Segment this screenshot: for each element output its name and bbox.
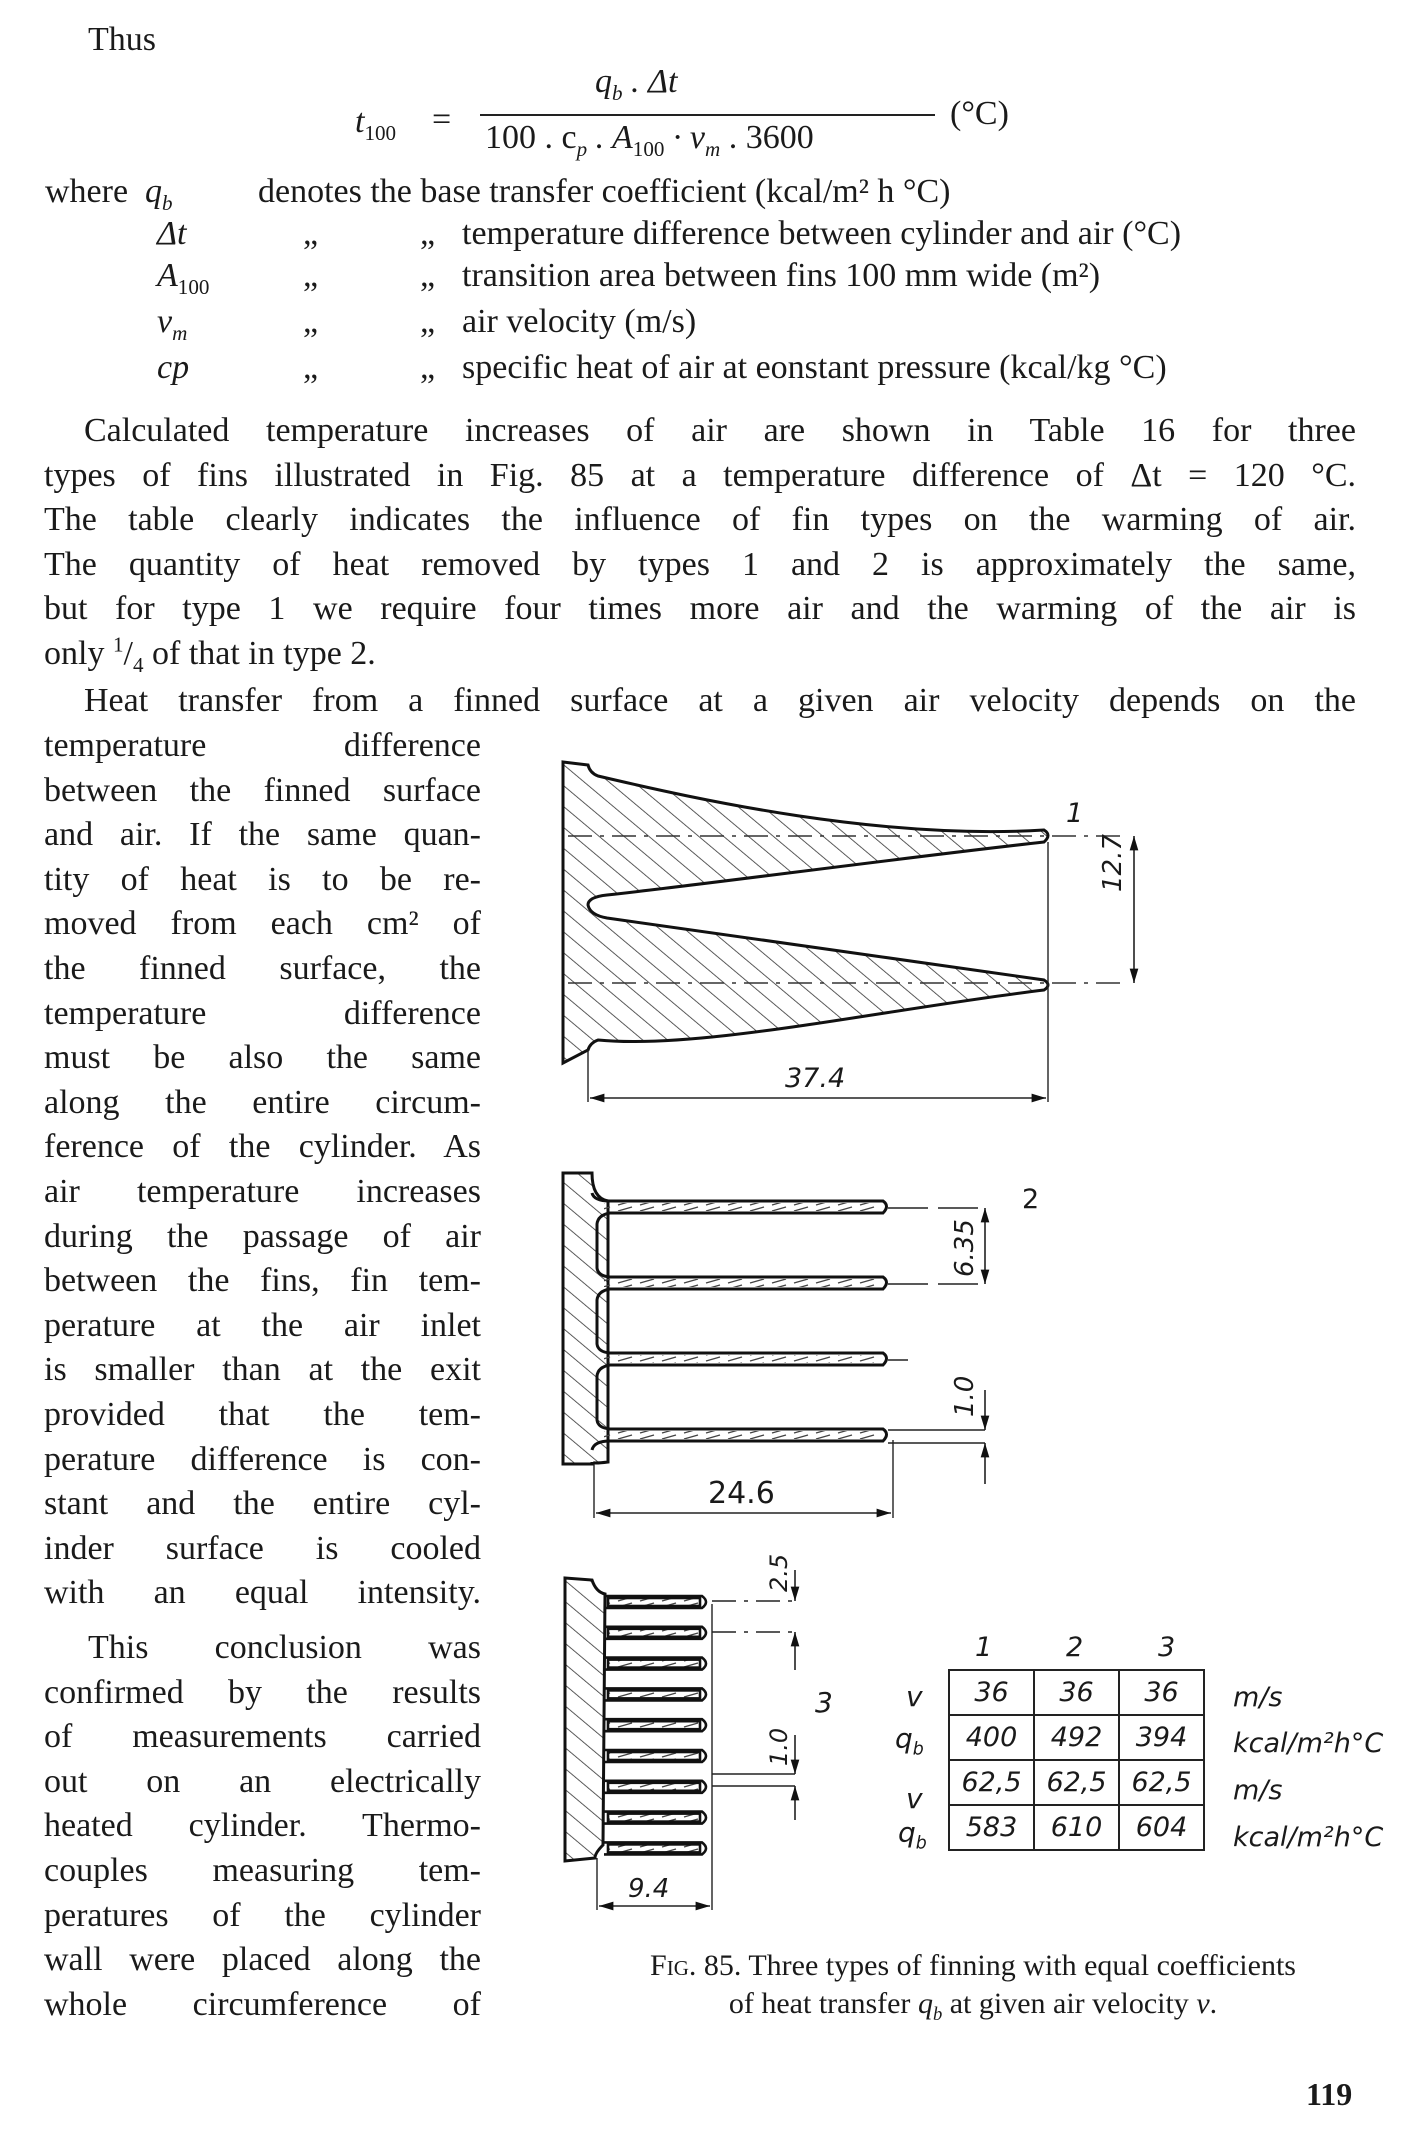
intro-text: Thus [88, 21, 156, 58]
paragraph-line: couples measuring tem- [44, 1851, 481, 1889]
fin-type-1-profile [563, 762, 1048, 1063]
paragraph-line: but for type 1 we require four times more air and the warming of the air is [44, 590, 1356, 628]
paragraph-2-first-line: Heat transfer from a finned surface at a given air velocity depends on the [84, 682, 1356, 719]
paragraph-line: along the entire circum- [44, 1083, 481, 1121]
table-cell: 36 [949, 1670, 1034, 1715]
fin-type-3-thickness: 1.0 [765, 1727, 793, 1766]
paragraph-line: must be also the same [44, 1039, 481, 1077]
fin-hatch [608, 1752, 700, 1760]
paragraph-line: stant and the entire cyl- [44, 1485, 481, 1523]
fin-type-2-length: 24.6 [708, 1476, 775, 1511]
figure-caption [558, 1947, 1388, 2023]
paragraph-line: temperature difference [44, 994, 481, 1032]
fin-type-2-label: 2 [1022, 1184, 1040, 1215]
paragraph-line: provided that the tem- [44, 1395, 481, 1433]
table-cell: 62,5 [949, 1760, 1034, 1805]
definitions-lead: where [45, 173, 129, 210]
paragraph-line: perature at the air inlet [44, 1306, 481, 1344]
paragraph-line: air temperature increases [44, 1172, 481, 1210]
table-cell: 36 [1119, 1670, 1204, 1715]
paragraph-line: perature difference is con- [44, 1440, 481, 1478]
fin-hatch [608, 1629, 700, 1637]
paragraph-line: whole circumference of [44, 1985, 481, 2023]
paragraph-line: wall were placed along the [44, 1941, 481, 1979]
paragraph-line: temperature difference [44, 727, 481, 764]
table-column-header: 3 [1158, 1632, 1176, 1663]
table-cell: 583 [949, 1805, 1034, 1850]
paragraph-line: is smaller than at the exit [44, 1351, 481, 1389]
table-cell: 62,5 [1119, 1760, 1204, 1805]
fin-type-1-label: 1 [1066, 798, 1084, 829]
formula-denominator: 100 . $c_p$ . $A_{100} \cdot v_m$ . 3600 [485, 119, 814, 161]
fin-type-1-pitch: 12.7 [1098, 834, 1128, 892]
paragraph-line: only $^1/_4$ of that in type 2. [44, 632, 376, 677]
fin-type-1 [563, 762, 1134, 1102]
paragraph-line: inder surface is cooled [44, 1529, 481, 1567]
fin-type-3-pitch: 2.5 [765, 1553, 793, 1592]
table-row-unit: m/s [1233, 1775, 1283, 1806]
fin-type-3-base [565, 1578, 605, 1861]
fin-type-2-pitch: 6.35 [950, 1219, 980, 1277]
table-cell: 604 [1119, 1805, 1204, 1850]
page-number: 119 [1306, 2076, 1353, 2112]
table-row-label: $q_b$ [895, 1722, 924, 1760]
table-row [949, 1760, 1204, 1805]
table-row-label: v [906, 1680, 923, 1713]
fin-hatch [608, 1844, 700, 1852]
table-row-label: v [906, 1782, 923, 1815]
table-row [949, 1805, 1204, 1850]
fin-hatch [608, 1783, 700, 1791]
fin-type-2-thickness: 1.0 [950, 1375, 980, 1417]
table-cell: 610 [1034, 1805, 1119, 1850]
caption-line-2: of heat transfer $q_b$ at given air velocity v. [728, 1987, 1218, 2025]
table-cell: 394 [1119, 1715, 1204, 1760]
paragraph-line: This conclusion was [88, 1629, 481, 1666]
table-row-unit: m/s [1233, 1682, 1283, 1713]
table-row [949, 1715, 1204, 1760]
fin-type-2 [563, 1173, 985, 1518]
paragraph-line: moved from each cm² of [44, 905, 481, 943]
fin-hatch [608, 1690, 700, 1698]
fin-hatch [608, 1598, 700, 1606]
fin-hatch [608, 1660, 700, 1668]
table-row [949, 1670, 1204, 1715]
table-column-header: 1 [975, 1632, 993, 1663]
caption-line-1: Fig. 85. Three types of finning with equal coefficients [650, 1949, 1296, 1982]
paragraph-line: confirmed by the results [44, 1673, 481, 1711]
paragraph-line: types of fins illustrated in Fig. 85 at a temperature difference of Δt = 120 °C. [44, 456, 1356, 494]
paragraph-line: the finned surface, the [44, 949, 481, 987]
fin-type-3-label: 3 [815, 1686, 833, 1719]
formula-lhs: $t_{100}$ [355, 103, 397, 145]
paragraph-line: with an equal intensity. [44, 1574, 481, 1612]
paragraph-line: Calculated temperature increases of air are shown in Table 16 for three [84, 412, 1356, 449]
formula-unit: (°C) [950, 95, 1009, 132]
data-grid [948, 1669, 1205, 1851]
paragraph-line: and air. If the same quan- [44, 816, 481, 854]
table-cell: 492 [1034, 1715, 1119, 1760]
paragraph-line: out on an electrically [44, 1762, 481, 1800]
paragraph-line: between the finned surface [44, 771, 481, 809]
fin-type-1-length: 37.4 [785, 1063, 846, 1094]
table-cell: 400 [949, 1715, 1034, 1760]
paragraph-line: tity of heat is to be re- [44, 860, 481, 898]
table-row-label: $q_b$ [898, 1816, 927, 1854]
paragraph-line: peratures of the cylinder [44, 1896, 481, 1934]
table-column-header: 2 [1066, 1632, 1084, 1663]
fin-hatch [608, 1814, 700, 1822]
table-row-unit: kcal/m²h°C [1233, 1728, 1384, 1759]
paragraph-line: The quantity of heat removed by types 1 and 2 is approximately the same, [44, 545, 1356, 583]
fin-type-3-length: 9.4 [628, 1874, 670, 1904]
table-cell: 62,5 [1034, 1760, 1119, 1805]
paragraph-line: heated cylinder. Thermo- [44, 1807, 481, 1845]
paragraph-line: ference of the cylinder. As [44, 1128, 481, 1166]
paragraph-line: of measurements carried [44, 1718, 481, 1756]
fin-type-3 [565, 1570, 795, 1910]
table-cell: 36 [1034, 1670, 1119, 1715]
formula-numerator: $q_b$ . Δt [595, 63, 678, 105]
paragraph-line: between the fins, fin tem- [44, 1262, 481, 1300]
formula-equals: = [432, 101, 452, 138]
paragraph-line: The table clearly indicates the influence of fin types on the warming of air. [44, 501, 1356, 539]
table-row-unit: kcal/m²h°C [1233, 1822, 1384, 1853]
fin-hatch [608, 1721, 700, 1729]
paragraph-line: during the passage of air [44, 1217, 481, 1255]
